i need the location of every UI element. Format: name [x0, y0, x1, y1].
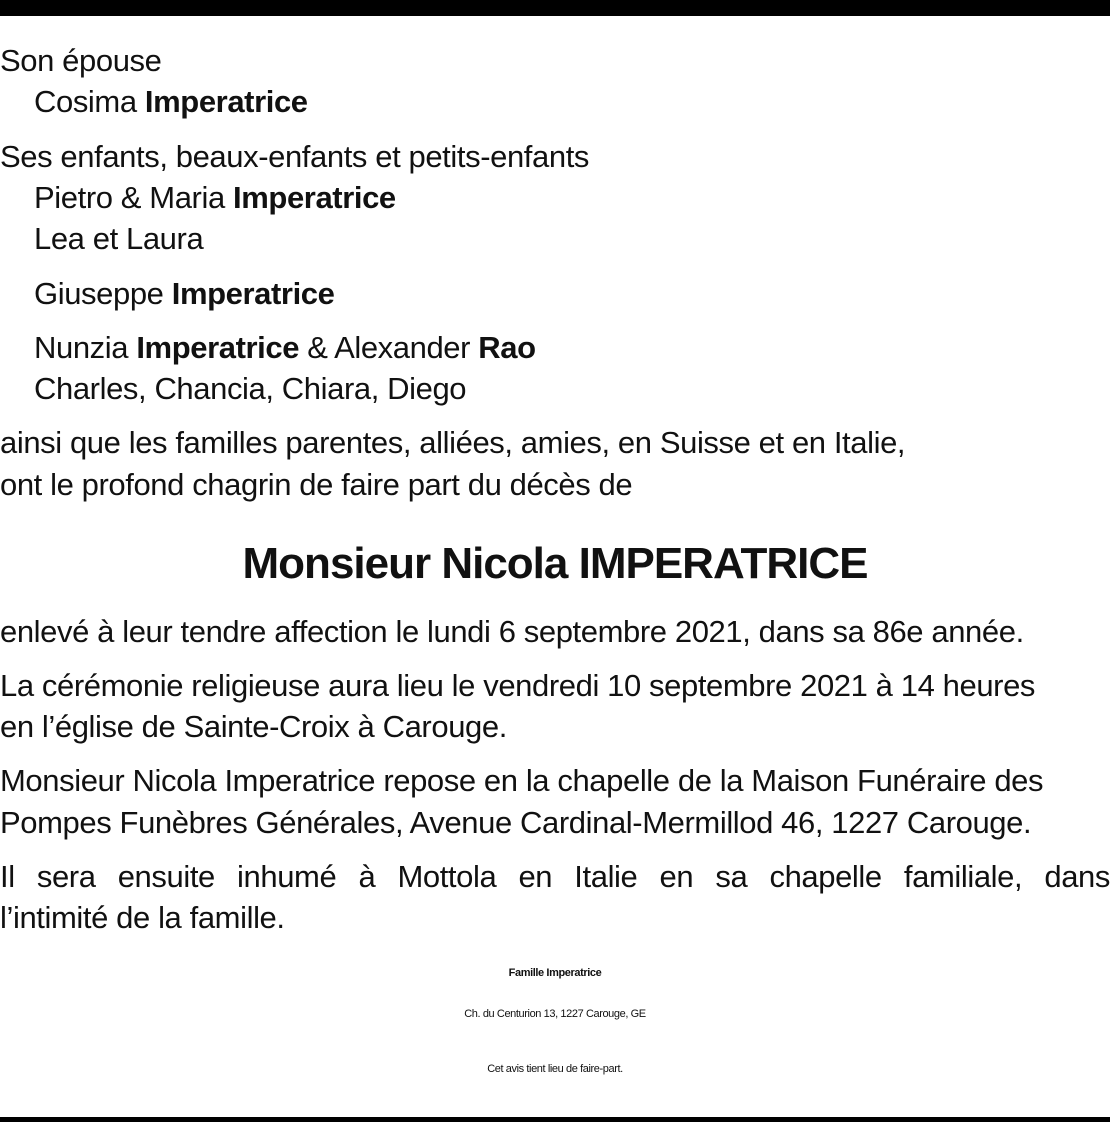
child3-name: [34, 330, 536, 366]
children-label: Ses enfants, beaux-enfants et petits-enfants: [0, 139, 590, 174]
rest-line-2: Pompes Funèbres Générales, Avenue Cardinal-Mermillod 46, 1227 Carouge.: [0, 805, 1032, 840]
child2-name: [34, 276, 334, 312]
top-rule: [0, 0, 1110, 16]
signature-address: Ch. du Centurion 13, 1227 Carouge, GE: [464, 1008, 646, 1020]
child3-grandchildren: Charles, Chancia, Chiara, Diego: [34, 371, 467, 406]
ceremony-line-2: en l’église de Sainte-Croix à Carouge.: [0, 709, 507, 744]
child1-name: [34, 180, 396, 216]
ceremony-line-1: La cérémonie religieuse aura lieu le vendredi 10 septembre 2021 à 14 heures: [0, 668, 1036, 703]
signature-family: Famille Imperatrice: [508, 967, 602, 979]
notice-note: Cet avis tient lieu de faire-part.: [487, 1063, 623, 1075]
child2-last-name: Imperatrice: [171, 276, 335, 311]
bottom-rule: [0, 1117, 1110, 1122]
child1-last-name: Imperatrice: [233, 180, 396, 215]
child3-connector: & Alexander: [307, 330, 471, 365]
spouse-label: Son épouse: [0, 43, 162, 78]
spouse-name: [34, 84, 308, 120]
child1-grandchildren: Lea et Laura: [34, 221, 204, 256]
child2-first-name: Giuseppe: [34, 276, 164, 311]
intro-line-1: ainsi que les familles parentes, alliées, amies, en Suisse et en Italie,: [0, 425, 906, 460]
child1-first-names: Pietro & Maria: [34, 180, 225, 215]
child3-first-name: Nunzia: [34, 330, 129, 365]
intro-line-2: ont le profond chagrin de faire part du décès de: [0, 467, 633, 502]
death-announcement: enlevé à leur tendre affection le lundi 6 septembre 2021, dans sa 86e année.: [0, 614, 1024, 649]
spouse-last-name: Imperatrice: [144, 84, 308, 119]
child3-last-name: Imperatrice: [136, 330, 300, 365]
rest-line-1: Monsieur Nicola Imperatrice repose en la chapelle de la Maison Funéraire des: [0, 763, 1044, 798]
spouse-first-name: Cosima: [34, 84, 137, 119]
child3-partner-last-name: Rao: [478, 330, 536, 365]
burial-line-1: Il sera ensuite inhumé à Mottola en Italie en sa chapelle familiale, dans: [0, 859, 1110, 894]
burial-line-2: l’intimité de la famille.: [0, 900, 285, 935]
deceased-name: Monsieur Nicola IMPERATRICE: [242, 539, 868, 588]
